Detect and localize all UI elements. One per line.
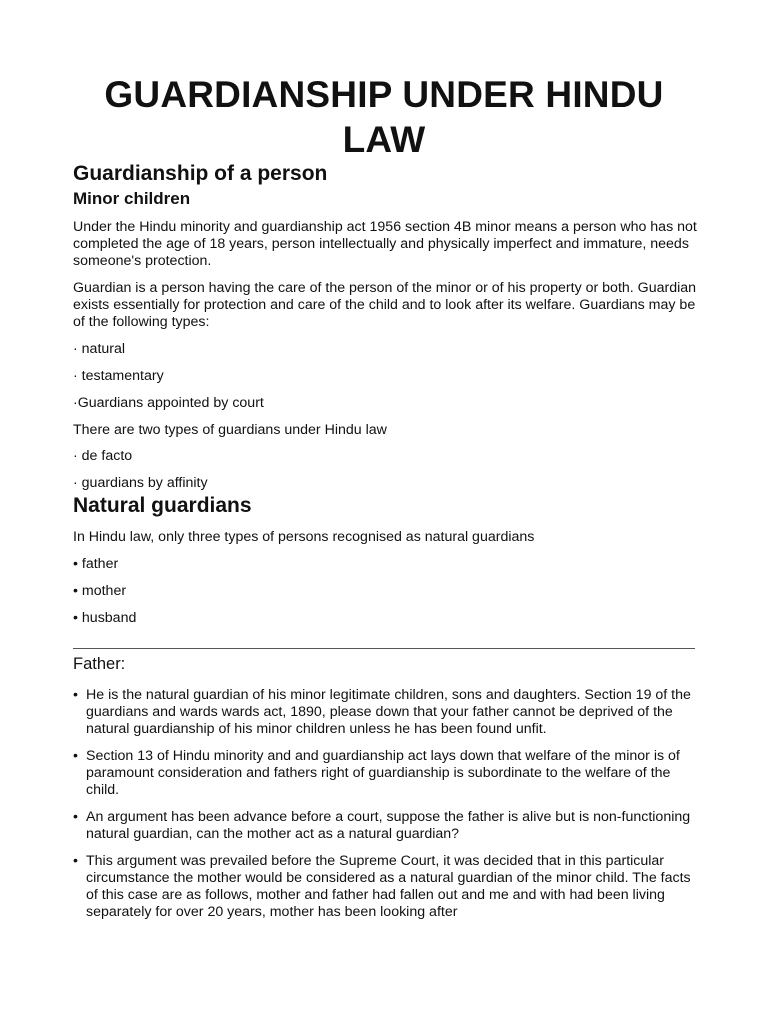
guardian-type-testamentary: · testamentary: [73, 368, 164, 384]
heading-natural-guardians: Natural guardians: [73, 494, 252, 517]
father-points-list: [73, 687, 698, 931]
bullet-icon: •: [73, 853, 78, 869]
guardian-type-court: ·Guardians appointed by court: [73, 395, 264, 411]
natural-guardian-husband: • husband: [73, 610, 137, 626]
guardian-type-affinity: · guardians by affinity: [73, 475, 208, 491]
section-divider: [73, 648, 695, 649]
list-item-text: An argument has been advance before a court, suppose the father is alive but is non-functioning natural guardian, can the mother act as a natural guardian?: [86, 809, 691, 842]
list-item-text: This argument was prevailed before the Supreme Court, it was decided that in this particular circumstance the mother would be considered as a natural guardian of the minor child. The facts of this case are as follows, mother and father had fallen out and me and with had been living separately for over 20 years, mother has been looking after: [86, 853, 691, 920]
heading-guardianship-of-person: Guardianship of a person: [73, 162, 328, 185]
list-item: [73, 687, 698, 738]
paragraph-minor-definition: Under the Hindu minority and guardianship act 1956 section 4B minor means a person who has not completed the age of 18 years, person intellectually and physically imperfect and immature, needs someone's protection.: [73, 219, 697, 269]
bullet-icon: •: [73, 809, 78, 825]
natural-guardian-father: • father: [73, 556, 119, 572]
paragraph-two-types: There are two types of guardians under Hindu law: [73, 422, 387, 438]
bullet-icon: •: [73, 748, 78, 764]
document-title: GUARDIANSHIP UNDER HINDU LAW: [104, 74, 664, 160]
paragraph-guardian-definition: Guardian is a person having the care of the person of the minor or of his property or both. Guardian exists essentially for protection and care of the child and to look after its welfare. Guardians may be of the following types:: [73, 280, 697, 330]
bullet-icon: •: [73, 687, 78, 703]
natural-guardian-mother: • mother: [73, 583, 127, 599]
paragraph-natural-guardians: In Hindu law, only three types of persons recognised as natural guardians: [73, 529, 535, 545]
list-item-text: Section 13 of Hindu minority and and guardianship act lays down that welfare of the minor is of paramount consideration and fathers right of guardianship is subordinate to the welfare of the child.: [86, 748, 680, 798]
guardian-type-natural: · natural: [73, 341, 126, 357]
list-item: [73, 853, 698, 921]
list-item: [73, 748, 698, 799]
heading-minor-children: Minor children: [73, 189, 191, 208]
guardian-type-defacto: · de facto: [73, 448, 133, 464]
heading-father: Father:: [73, 655, 126, 673]
list-item-text: He is the natural guardian of his minor legitimate children, sons and daughters. Section 19 of the guardians and wards wards act, 1890, please down that your father cannot be deprived of the natural guardianship of his minor children unless he has been found unfit.: [86, 687, 691, 737]
list-item: [73, 809, 698, 843]
